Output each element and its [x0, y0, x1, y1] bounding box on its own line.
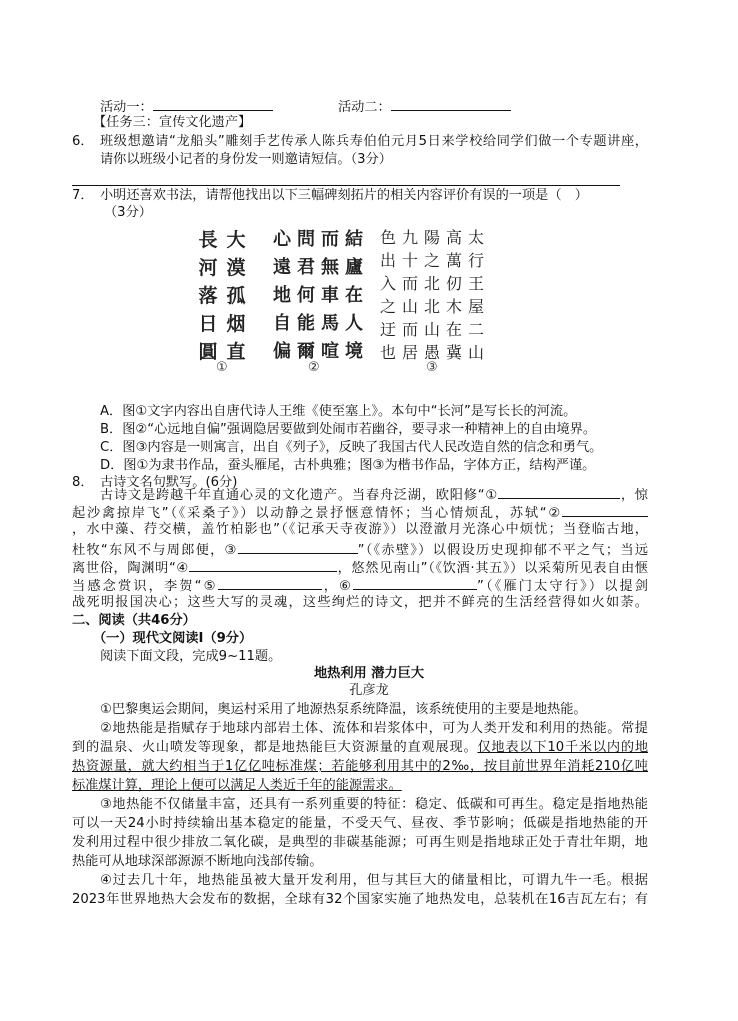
rubbing-column: 問君何能爾	[297, 229, 315, 362]
activity-2-blank[interactable]	[391, 97, 511, 111]
q7-option-d[interactable]: D．图①为隶书作品，蚕头雁尾，古朴典雅；图③为楷书作品，字体方正，结构严谨。	[100, 458, 596, 473]
rubbing-column: 長河落日圓	[198, 229, 218, 363]
rubbing-column: 而無車馬喧	[321, 229, 339, 362]
activity-2-label: 活动二：	[338, 100, 391, 115]
article-p1: ①巴黎奥运会期间，奥运村采用了地源热泵系统降温，该系统使用的主要是地热能。	[100, 702, 587, 717]
section-2-title: 二、阅读（共46分）	[72, 613, 196, 628]
text: 古诗文是跨越千年直通心灵的文化遗产。当春舟泛湖，欧阳修“①	[100, 488, 499, 503]
article-author: 孔彦龙	[349, 683, 389, 698]
activity-1-label: 活动一：	[100, 100, 153, 115]
rubbing-column: 太行王屋二山	[467, 228, 484, 362]
activity-2	[338, 97, 511, 115]
article-p2-line4: 标准煤计算，理论上便可以满足人类近千年的能源需求。	[72, 778, 402, 793]
text: 当感念赏识，李贺“⑤	[72, 579, 218, 594]
text: ，悠然见南山”（《饮酒·其五》）以采菊所见表自由惬	[336, 561, 648, 576]
q6-line1: 班级想邀请“龙船头”雕刻手艺传承人陈兵寿伯伯元月5日来学校给同学们做一个专题讲座，	[100, 134, 648, 149]
reading-instruction: 阅读下面文段，完成9~11题。	[100, 649, 282, 664]
q7-option-c[interactable]: C．图③内容是一则寓言，出自《列子》，反映了我国古代人民改造自然的信念和勇气。	[100, 440, 603, 455]
rubbing-3	[377, 226, 487, 364]
text: ”（《赤壁》）以假设历史现抑郁不平之气；当远	[357, 543, 648, 558]
blank-5[interactable]	[218, 576, 322, 590]
q7-line2: （3分）	[104, 205, 152, 220]
rubbing-2	[270, 226, 366, 366]
article-p2-line3: 热资源量，就大约相当于1亿亿吨标准煤；若能够利用其中的2‰，按目前世界年消耗210亿吨	[72, 759, 648, 774]
q6-number: 6．	[72, 134, 94, 149]
article-p3-line4: 热能可从地球深部源源不断地向浅部传输。	[72, 854, 323, 869]
text: ，⑥	[321, 579, 354, 594]
q7-option-a[interactable]: A．图①文字内容出自唐代诗人王维《使至塞上》。本句中“长河”是写长长的河流。	[100, 404, 577, 419]
blank-2[interactable]	[562, 503, 648, 517]
article-p4-line2: 2023年世界地热大会发布的数据，全球有32个国家实施了地热发电，总装机在16吉瓦左右；有	[72, 892, 648, 907]
rubbing-column: 大漠孤烟直	[226, 229, 246, 363]
rubbing-column: 九十而山而居	[401, 228, 418, 362]
q7-option-b[interactable]: B．图②“心远地自偏”强调隐居要做到处闹市若幽谷，要寻求一种精神上的自由境界。	[100, 422, 597, 437]
text: ”（《雁门太守行》）以提剑	[477, 579, 648, 594]
section-2-subtitle: （一）现代文阅读Ⅰ（9分）	[93, 631, 253, 646]
article-p3-line2: 可以一天24小时持续输出基本稳定的能量，不受天气、昼夜、季节影响；低碳是指地热能的开	[72, 816, 648, 831]
article-p2-line1: ②地热能是指赋存于地球内部岩土体、流体和岩浆体中，可为人类开发和利用的热能。常提	[100, 721, 648, 736]
rubbing-3-label: ③	[426, 360, 438, 375]
q8-line2	[72, 503, 648, 521]
answer-line[interactable]	[72, 185, 620, 186]
q8-number: 8．	[72, 475, 94, 490]
text: 杜牧“东风不与周郎便，③	[72, 543, 238, 558]
article-p2-line2	[72, 739, 648, 757]
text: 离世俗，陶渊明“④	[72, 561, 189, 576]
q8-line7: 战死明报国决心；这些大写的灵魂，这些绚烂的诗文，把并不鲜亮的生活经营得如火如荼。	[72, 595, 648, 610]
text: 起沙禽掠岸飞”（《采桑子》）以动静之景抒惬意情怀；当心情烦乱，苏轼“②	[72, 506, 562, 521]
rubbing-column: 高萬仞木在冀	[445, 228, 462, 362]
rubbing-1-label: ①	[216, 360, 228, 375]
q8-line6	[72, 576, 648, 594]
rubbing-2-label: ②	[308, 360, 320, 375]
blank-1[interactable]	[498, 485, 620, 499]
underlined-text: 仅地表以下10千米以内的地	[477, 740, 648, 755]
calligraphy-rubbings	[190, 222, 490, 382]
article-p3-line1: ③地热能不仅储量丰富，还具有一系列重要的特征：稳定、低碳和可再生。稳定是指地热能	[100, 797, 648, 812]
q8-line4	[72, 540, 648, 558]
rubbing-1	[194, 226, 250, 366]
blank-3[interactable]	[238, 540, 358, 554]
rubbing-column: 色出入之迂也	[379, 228, 396, 362]
q8-line5	[72, 558, 648, 576]
blank-4[interactable]	[189, 558, 337, 572]
activity-1-blank[interactable]	[153, 97, 273, 111]
q7-number: 7．	[72, 188, 94, 203]
article-p4-line1: ④过去几十年，地热能虽被大量开发利用，但与其巨大的储量相比，可谓九牛一毛。根据	[100, 873, 648, 888]
rubbing-column: 陽之北北山愚	[423, 228, 440, 362]
article-title: 地热利用 潜力巨大	[313, 666, 425, 681]
article-p3-line3: 发利用过程中很少排放二氧化碳，是典型的非碳基能源；可再生则是指地球正处于青壮年期，地	[72, 835, 648, 850]
q8-line1	[100, 485, 648, 503]
rubbing-column: 結廬在人境	[345, 229, 363, 362]
blank-6[interactable]	[353, 576, 477, 590]
activity-1	[100, 97, 273, 115]
q7-line1: 小明还喜欢书法，请帮他找出以下三幅碑刻拓片的相关内容评价有误的一项是（ ）	[100, 188, 588, 203]
rubbing-column: 心遠地自偏	[273, 229, 291, 362]
task3-heading: 【任务三：宣传文化遗产】	[93, 115, 252, 130]
text: 到的温泉、火山喷发等现象，都是地热能巨大资源量的直观展现。	[72, 740, 478, 755]
q8-title: 古诗文名句默写。(6分)	[100, 475, 238, 490]
text: ，惊	[620, 488, 648, 503]
q6-line2: 请你以班级小记者的身份发一则邀请短信。（3分）	[100, 152, 392, 167]
q8-line3: ，水中藻、荇交横，盖竹柏影也”（《记承天寺夜游》）以澄澈月光涤心中烦忧；当登临古地，	[72, 522, 648, 537]
